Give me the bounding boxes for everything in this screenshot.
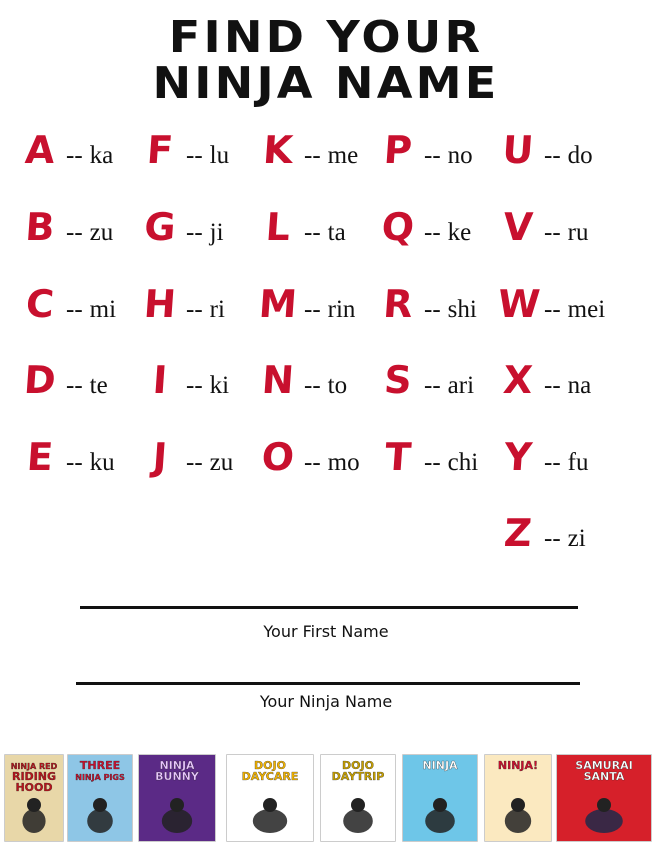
separator: --: [66, 449, 83, 476]
syllable: ta: [327, 219, 346, 246]
syllable: ke: [447, 219, 472, 246]
letter: I: [151, 358, 169, 402]
letter: C: [24, 282, 56, 326]
book-cover-6: [402, 754, 478, 842]
letter: K: [261, 128, 295, 172]
book-cover-3: [138, 754, 216, 842]
title-line-1: FIND YOUR: [168, 12, 484, 63]
book-cover-4: [226, 754, 314, 842]
syllable: shi: [447, 296, 477, 323]
letter: G: [142, 205, 178, 249]
separator: --: [186, 372, 203, 399]
entry-h: [140, 282, 225, 326]
letter: L: [264, 205, 292, 249]
syllable: to: [327, 372, 348, 399]
entry-l: [258, 205, 346, 249]
syllable: ji: [209, 219, 224, 246]
entry-x: [498, 358, 591, 402]
book-title-text: DAYCARE: [241, 770, 299, 783]
syllable: mei: [567, 296, 606, 323]
separator: --: [424, 372, 441, 399]
entry-b: [20, 205, 113, 249]
entry-p: [378, 128, 473, 172]
title-line-2: NINJA NAME: [152, 58, 500, 109]
entry-r: [378, 282, 477, 326]
syllable: mo: [327, 449, 360, 476]
book-cover-2: [67, 754, 133, 842]
book-title-text: DOJO: [342, 759, 374, 772]
entry-t: [378, 435, 478, 479]
book-cover-8: [556, 754, 652, 842]
separator: --: [424, 296, 441, 323]
syllable: rin: [327, 296, 356, 323]
entry-y: [498, 435, 588, 479]
syllable: ri: [209, 296, 225, 323]
entry-q: [378, 205, 471, 249]
book-cover-5: [320, 754, 396, 842]
letter: Q: [380, 205, 416, 249]
first-name-line: [80, 606, 578, 609]
syllable: zi: [567, 525, 586, 552]
letter: H: [142, 282, 178, 326]
separator: --: [304, 142, 321, 169]
letter: U: [501, 128, 535, 172]
entry-k: [258, 128, 358, 172]
separator: --: [66, 372, 83, 399]
first-name-label: Your First Name: [263, 622, 389, 641]
letter: J: [151, 435, 169, 479]
letter: O: [260, 435, 296, 479]
separator: --: [544, 296, 561, 323]
entry-z: [498, 511, 586, 555]
separator: --: [544, 142, 561, 169]
letter: R: [381, 282, 415, 326]
entry-w: [498, 282, 605, 326]
syllable: lu: [209, 142, 230, 169]
separator: --: [186, 449, 203, 476]
separator: --: [304, 296, 321, 323]
separator: --: [66, 142, 83, 169]
syllable: zu: [89, 219, 114, 246]
entry-i: [140, 358, 229, 402]
separator: --: [186, 296, 203, 323]
separator: --: [544, 449, 561, 476]
letter: S: [382, 358, 414, 402]
entry-e: [20, 435, 115, 479]
syllable: ku: [89, 449, 115, 476]
syllable: ru: [567, 219, 589, 246]
entry-c: [20, 282, 116, 326]
letter: A: [23, 128, 57, 172]
book-title-text: SANTA: [583, 770, 625, 783]
separator: --: [544, 525, 561, 552]
entry-g: [140, 205, 224, 249]
letter: E: [25, 435, 55, 479]
syllable: na: [567, 372, 592, 399]
separator: --: [424, 142, 441, 169]
book-cover-strip: [4, 754, 652, 842]
book-title-text: SAMURAI: [575, 759, 633, 772]
letter: X: [501, 358, 535, 402]
separator: --: [424, 449, 441, 476]
book-title-text: NINJA!: [497, 759, 539, 772]
letter: D: [22, 358, 58, 402]
entry-s: [378, 358, 474, 402]
syllable: me: [327, 142, 359, 169]
letter: M: [257, 282, 299, 326]
letter: T: [383, 435, 413, 479]
entry-d: [20, 358, 108, 402]
syllable: chi: [447, 449, 479, 476]
separator: --: [66, 296, 83, 323]
separator: --: [186, 142, 203, 169]
separator: --: [66, 219, 83, 246]
entry-a: [20, 128, 113, 172]
entry-v: [498, 205, 588, 249]
book-title-text: THREE: [79, 759, 121, 772]
book-title-text: BUNNY: [155, 770, 199, 783]
letter: V: [501, 205, 535, 249]
separator: --: [304, 219, 321, 246]
entry-f: [140, 128, 229, 172]
separator: --: [304, 449, 321, 476]
syllable: no: [447, 142, 473, 169]
syllable: mi: [89, 296, 117, 323]
separator: --: [424, 219, 441, 246]
letter: P: [382, 128, 414, 172]
entry-n: [258, 358, 347, 402]
book-title-text: NINJA: [159, 759, 195, 772]
separator: --: [544, 219, 561, 246]
letter: N: [260, 358, 296, 402]
separator: --: [304, 372, 321, 399]
syllable: fu: [567, 449, 589, 476]
letter: Y: [502, 435, 534, 479]
syllable: ari: [447, 372, 475, 399]
syllable: ki: [209, 372, 230, 399]
letter: F: [145, 128, 175, 172]
syllable: te: [89, 372, 108, 399]
syllable: ka: [89, 142, 114, 169]
book-title-text: DAYTRIP: [331, 770, 385, 783]
syllable: zu: [209, 449, 234, 476]
entry-u: [498, 128, 593, 172]
separator: --: [186, 219, 203, 246]
separator: --: [544, 372, 561, 399]
book-cover-7: [484, 754, 552, 842]
book-title-text: NINJA PIGS: [75, 773, 125, 782]
book-title-text: DOJO: [254, 759, 286, 772]
ninja-name-line: [76, 682, 580, 685]
letter: B: [23, 205, 57, 249]
book-title-text: HOOD: [15, 781, 53, 794]
syllable: do: [567, 142, 593, 169]
book-title-text: NINJA: [422, 759, 458, 772]
book-title-text: NINJA RED: [10, 762, 58, 771]
book-cover-1: [4, 754, 64, 842]
ninja-name-label: Your Ninja Name: [259, 692, 393, 711]
letter: Z: [502, 511, 534, 555]
entry-o: [258, 435, 360, 479]
letter: W: [496, 282, 542, 326]
entry-j: [140, 435, 233, 479]
entry-m: [258, 282, 355, 326]
book-title-text: RIDING: [11, 770, 57, 783]
